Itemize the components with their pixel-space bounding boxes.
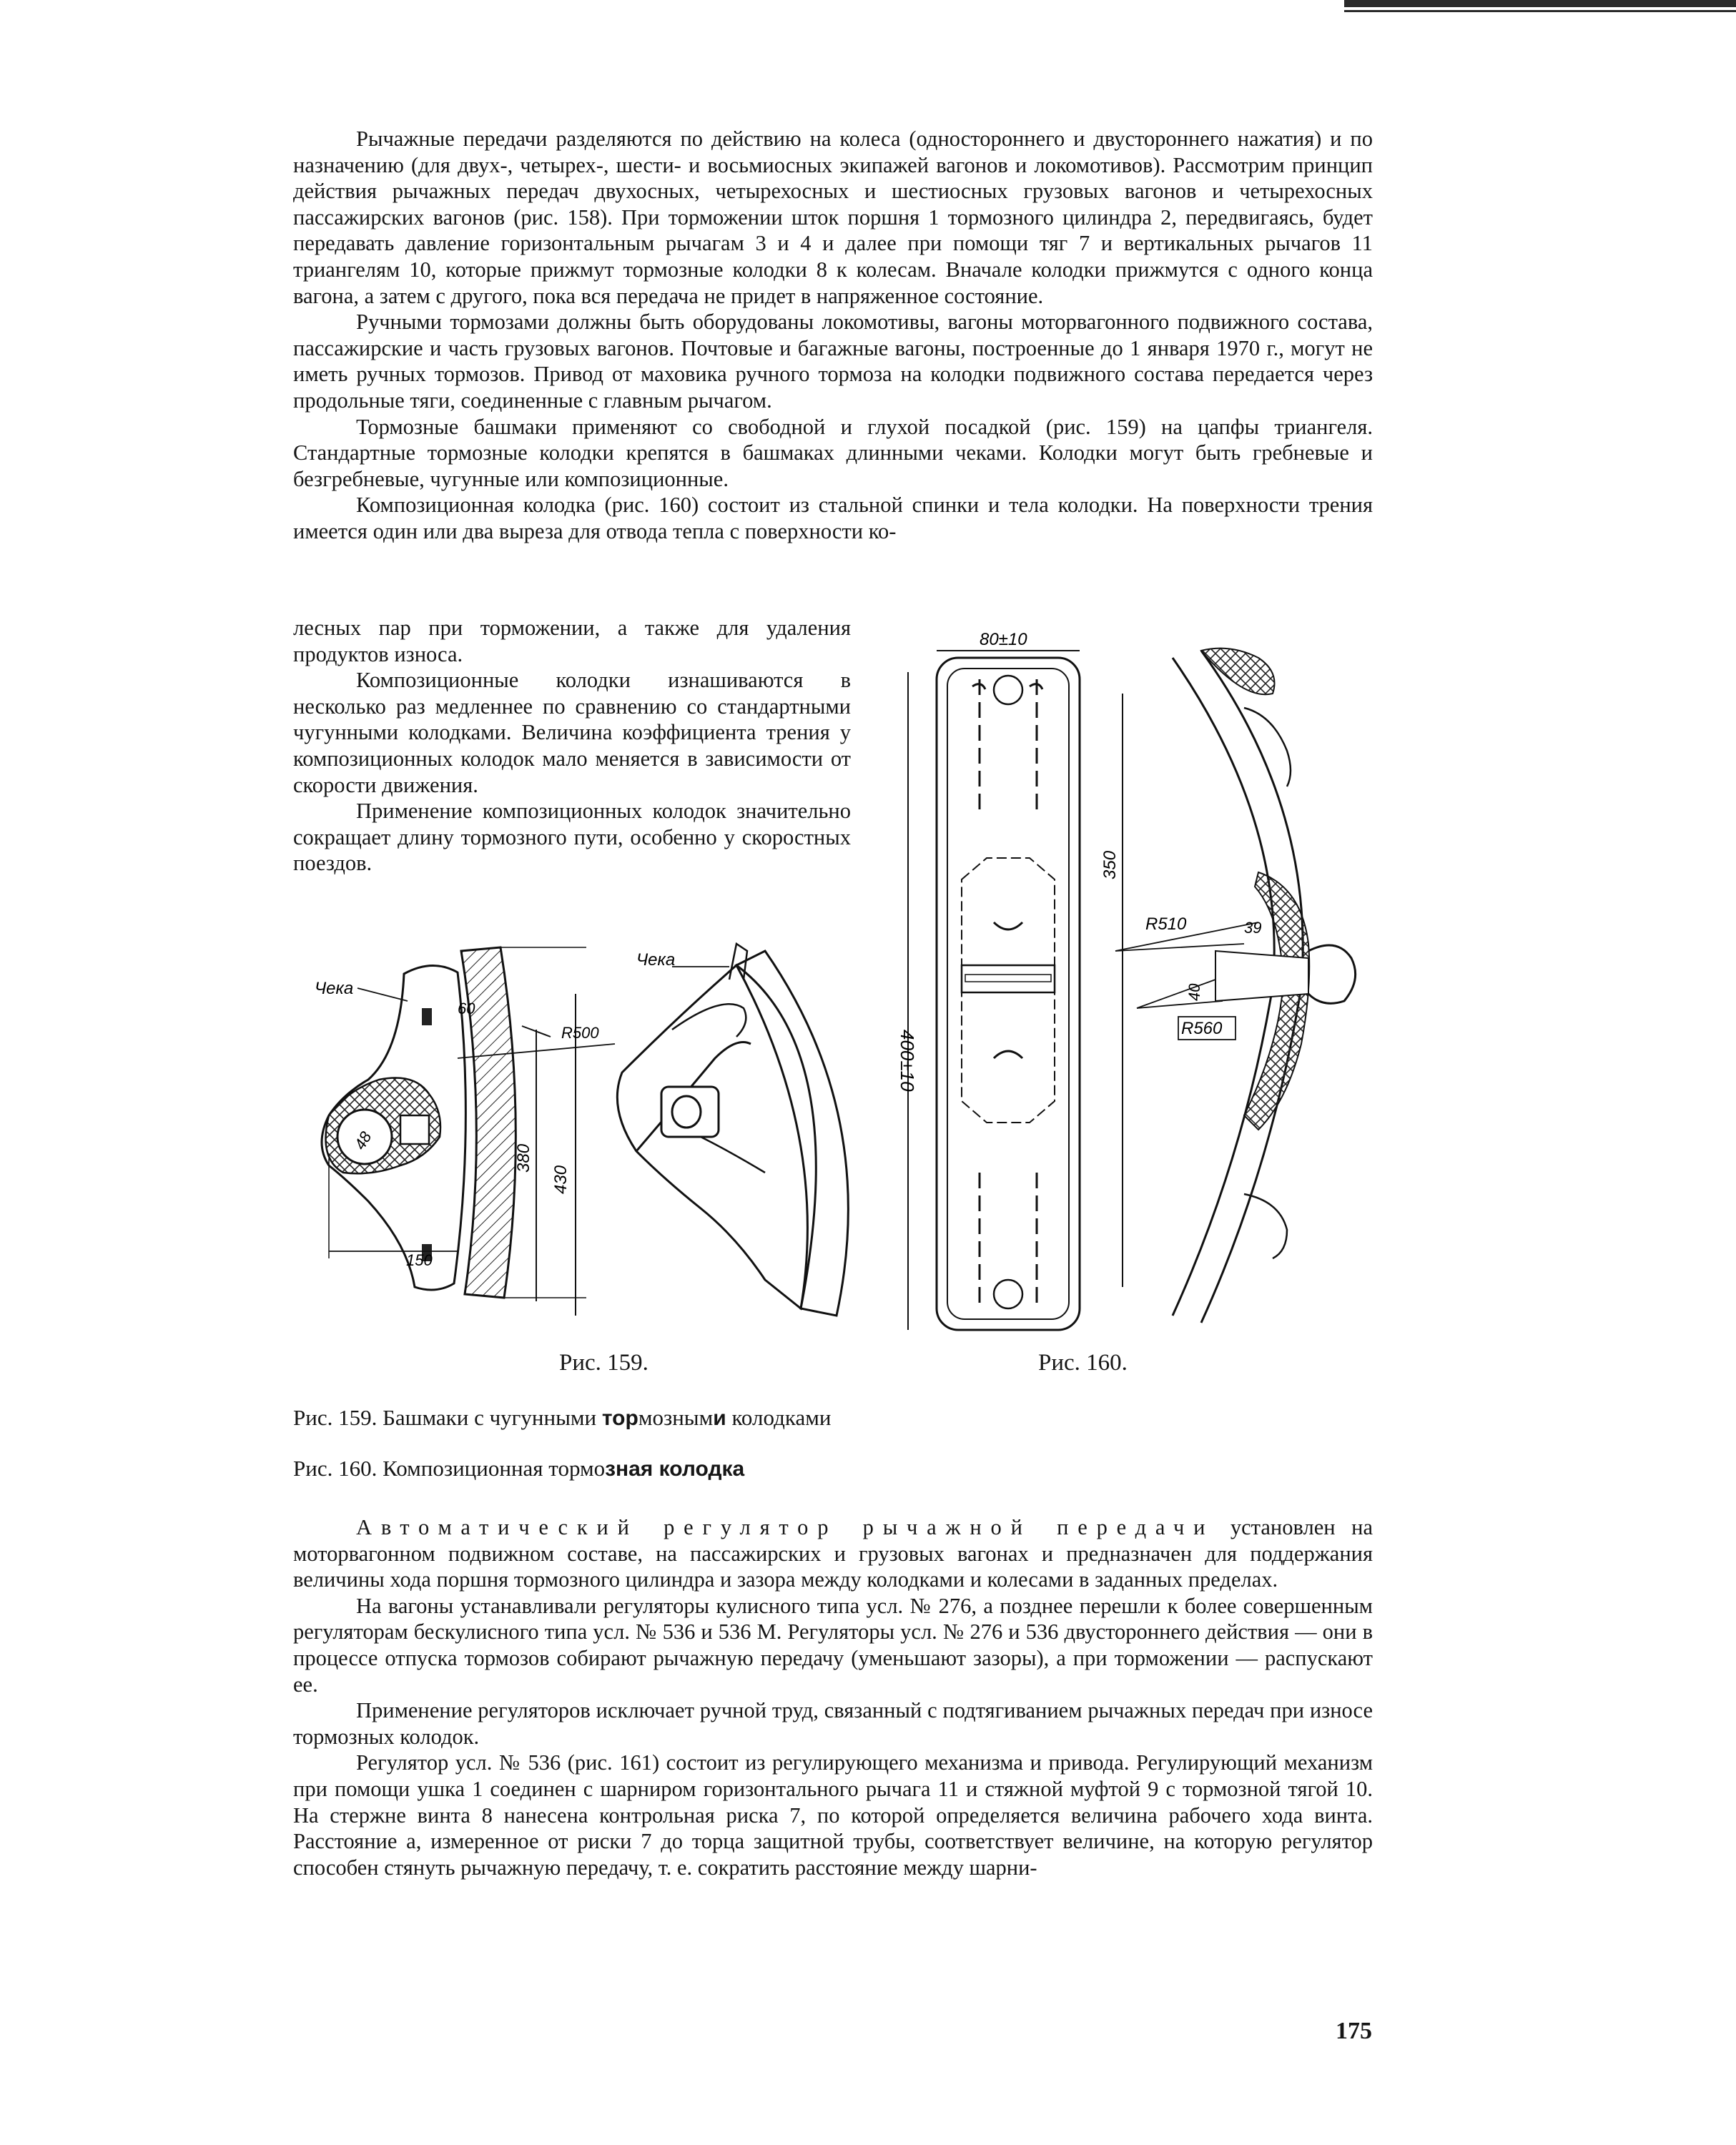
figure-159-number: Рис. 159. (559, 1350, 648, 1376)
figure-159-right (593, 937, 879, 1323)
paragraph (293, 1514, 1373, 1593)
paragraph: Применение композиционных колодок значительно сокращает длину тормозного пути, особенно у скоростных поездов. (293, 799, 851, 876)
label-cheka-left: Чека (315, 979, 354, 998)
paragraph: лесных пар при торможении, а также для удаления продуктов износа. (293, 616, 851, 666)
caption-bold: тор (601, 1406, 638, 1430)
text-block-bottom (293, 1514, 1373, 1880)
label-cheka-right: Чека (636, 950, 676, 970)
figure-160-side (1100, 644, 1387, 1330)
dim-350: 350 (1100, 850, 1120, 879)
page-number: 175 (1336, 2018, 1372, 2044)
caption-bold: зная колодка (605, 1457, 745, 1481)
paragraph: На вагоны устанавливали регуляторы кулисного типа усл. № 276, а позднее перешли к более совершенным регуляторам бескулисного типа усл. № 536 и 536 М. Регуляторы усл. № 276 и 536 двустороннего действия — они в процессе отпуска тормозов собирают рычажную передачу (уменьшают зазоры), а при торможении — распускают ее. (293, 1593, 1373, 1697)
dim-39: 39 (1244, 919, 1262, 937)
figure-160-number: Рис. 160. (1038, 1350, 1128, 1376)
paragraph: Рычажные передачи разделяются по действию на колеса (одностороннего и двустороннего нажатия) и по назначению (для двух-, четырех-, шести- и восьмиосных экипажей вагонов и локомотивов). Рассмотрим принцип действия рычажных передач двухосных, четырехосных и шестиосных грузовых вагонов и четырехосных пассажирских вагонов (рис. 158). При торможении шток поршня 1 тормозного цилиндра 2, передвигаясь, будет передавать давление горизонтальным рычагам 3 и 4 и далее при помощи тяг 7 и вертикальных рычагов 11 триангелям 10, которые прижмут тормозные колодки 8 к колесам. Вначале колодки прижмутся с одного конца вагона, а затем с другого, пока вся передача не придет в напряженное состояние. (293, 127, 1373, 308)
regulator-heading: Автоматический регулятор рычажной передачи (356, 1515, 1215, 1539)
paragraph: Применение регуляторов исключает ручной труд, связанный с подтягиванием рычажных передач при износе тормозных колодок. (293, 1698, 1373, 1749)
caption-text: колодками (726, 1405, 832, 1430)
text-block-top (293, 126, 1373, 545)
figure-160-plan (894, 629, 1108, 1337)
caption-159 (293, 1405, 831, 1431)
paragraph: Регулятор усл. № 536 (рис. 161) состоит из регулирующего механизма и привода. Регулирующий механизм при помощи ушка 1 соединен с шарниром горизонтального рычага 11 и стяжной муфтой 9 с тормозной тягой 10. На стержне винта 8 нанесена контрольная риска 7, по которой определяется величина рабочего хода винта. Расстояние а, измеренное от риски 7 до торца защитной трубы, соответствует величине, на которую регулятор способен стянуть рычажную передачу, т. е. сократить расстояние между шарни- (293, 1750, 1373, 1880)
top-rule (1344, 0, 1736, 7)
dim-380: 380 (514, 1143, 533, 1173)
caption-160 (293, 1456, 744, 1481)
caption-text: Рис. 159. Башмаки с чугунными (293, 1405, 602, 1430)
dim-430: 430 (551, 1165, 571, 1194)
dim-80: 80±10 (980, 630, 1027, 649)
dim-60: 60 (458, 1000, 475, 1017)
top-rule-thin (1344, 10, 1736, 12)
dim-40: 40 (1185, 983, 1203, 1001)
paragraph: Композиционная колодка (рис. 160) состоит из стальной спинки и тела колодки. На поверхности трения имеется один или два выреза для отвода тепла с поверхности ко- (293, 493, 1373, 543)
dim-400: 400±10 (897, 1030, 918, 1092)
dim-48: 48 (350, 1128, 375, 1153)
dim-r560: R560 (1181, 1019, 1223, 1038)
dim-r500: R500 (561, 1024, 599, 1042)
paragraph: Тормозные башмаки применяют со свободной и глухой посадкой (рис. 159) на цапфы триангеля. Стандартные тормозные колодки крепятся в башмаках длинными чеками. Колодки могут быть гребневые и безгребневые, чугунные или композиционные. (293, 414, 1373, 491)
text-column (293, 615, 851, 877)
dim-150: 150 (406, 1251, 433, 1269)
regulator-text: установлен на моторвагонном подвижном составе, на пассажирских и грузовых вагонах и предназначен для поддержания величины хода поршня тормозного цилиндра и зазора между колодками и колесами в заданных пределах. (293, 1515, 1373, 1592)
caption-bold: и (713, 1406, 726, 1430)
caption-text: мозным (638, 1405, 714, 1430)
dim-r510: R510 (1145, 914, 1187, 934)
paragraph: Композиционные колодки изнашиваются в несколько раз медленнее по сравнению со стандартными чугунными колодками. Величина коэффициента трения у композиционных колодок мало меняется в зависимости от скорости движения. (293, 668, 851, 797)
caption-text: Рис. 160. Композиционная тормо (293, 1456, 606, 1481)
paragraph: Ручными тормозами должны быть оборудованы локомотивы, вагоны моторвагонного подвижного состава, пассажирские и часть грузовых вагонов. Почтовые и багажные вагоны, построенные до 1 января 1970 г., могут не иметь ручных тормозов. Привод от маховика ручного тормоза на колодки подвижного состава передается через продольные тяги, соединенные с главным рычагом. (293, 310, 1373, 413)
